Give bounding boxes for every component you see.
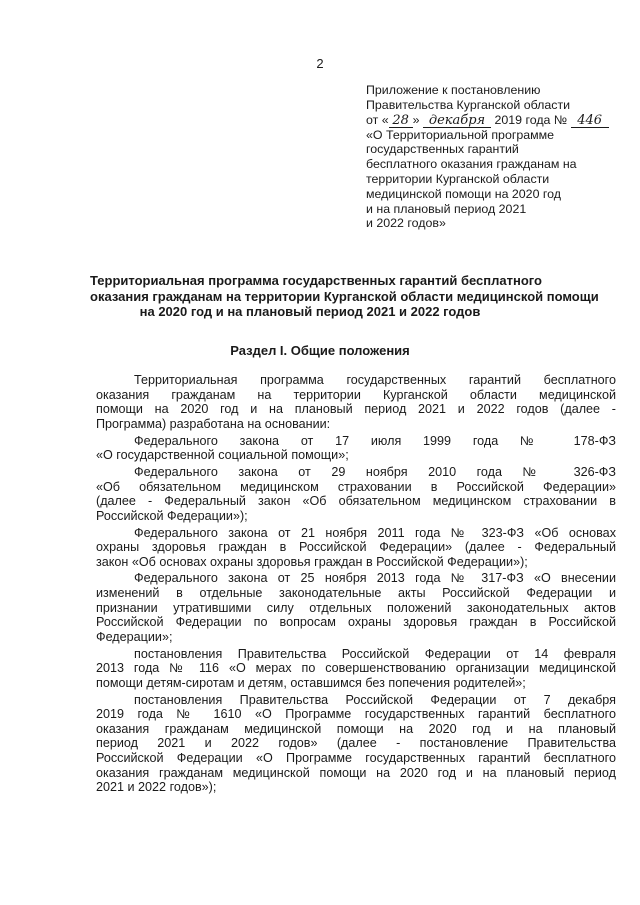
text-line: оказания гражданам медицинской помощи на 2020 год и на плановый [96,721,616,736]
document-title [90,273,599,320]
date-year: 2019 года № [494,112,568,127]
appendix-title-line: «О Территориальной программе [366,127,555,142]
text-line: изменений в отдельные законодательные акты Российской Федерации и [96,586,616,601]
document-title-line: оказания гражданам на территории Курганской области медицинской помощи [90,288,599,304]
appendix-title-line: территории Курганской области [366,171,550,186]
page-number: 2 [316,56,324,71]
text-line: Федерального закона от 25 ноября 2013 года № 317-ФЗ «О внесении [134,571,616,586]
document-title-line: Территориальная программа государственных гарантий бесплатного [90,273,542,288]
text-line: постановления Правительства Российской Федерации от 14 февраля [134,646,616,661]
text-line: 2019 года № 1610 «О Программе государственных гарантий бесплатного [96,707,616,722]
text-line: помощи детям-сиротам и детям, оставшимся без попечения родителей»; [96,675,526,690]
section-title: Раздел I. Общие положения [230,343,410,358]
text-line: 2013 года № 116 «О мерах по совершенствованию организации медицинской [96,661,616,676]
appendix-title-line: государственных гарантий [366,142,519,157]
appendix-date-line [366,113,628,128]
text-line: Программа) разработана на основании: [96,416,331,431]
body-text [96,373,616,797]
appendix-title-line: бесплатного оказания гражданам на [366,157,577,172]
document-title-line: на 2020 год и на плановый период 2021 и 2022 годов [139,304,481,320]
text-line: оказания гражданам медицинской помощи на 2020 год и на плановый период [96,765,616,780]
paragraph-resolution-1610 [96,693,616,795]
appendix-line: Приложение к постановлению [366,83,541,97]
text-line: (далее - Федеральный закон «Об обязательном медицинском страховании в [96,494,616,509]
date-prefix: от « [366,112,389,127]
paragraph-law-323 [96,526,616,570]
date-mid: » [412,112,420,127]
paragraph-program-basis [96,373,616,431]
text-line: Федерального закона от 21 ноября 2011 года № 323-ФЗ «Об основах [134,525,616,540]
text-line: Федерального закона от 17 июля 1999 года № 178-ФЗ [134,433,616,448]
text-line: постановления Правительства Российской Федерации от 7 декабря [134,692,616,707]
text-line: Российской Федерации «О Программе государственных гарантий бесплатного [96,750,616,765]
text-line: закон «Об основах охраны здоровья граждан в Российской Федерации»); [96,554,528,569]
text-line: «О государственной социальной помощи»; [96,448,349,463]
text-line: Российской Федерации»); [96,508,248,523]
text-line: признании утратившими силу отдельных положений законодательных актов [96,600,616,615]
handwritten-day: 28 [389,114,413,128]
appendix-block [366,83,628,231]
text-line: Территориальная программа государственных гарантий бесплатного [134,373,616,387]
text-line: Российской Федерации по вопросам охраны здоровья граждан в Российской [96,615,616,630]
text-line: Федерального закона от 29 ноября 2010 года № 326-ФЗ [134,464,616,479]
handwritten-doc-number: 446 [571,114,609,128]
appendix-title-line: и 2022 годов» [366,216,446,231]
text-line: период 2021 и 2022 годов» (далее - постановление Правительства [96,736,616,751]
appendix-title-line: и на плановый период 2021 [366,201,527,216]
text-line: оказания гражданам на территории Курганской области медицинской [96,387,616,402]
appendix-line: Правительства Курганской области [366,97,571,112]
paragraph-law-317 [96,571,616,644]
paragraph-law-326 [96,465,616,523]
text-line: помощи на 2020 год и на плановый период 2021 и 2022 годов (далее - [96,402,616,417]
text-line: охраны здоровья граждан в Российской Федерации» (далее - Федеральный [96,540,616,555]
text-line: Федерации»; [96,629,173,644]
text-line: «Об обязательном медицинском страховании в Российской Федерации» [96,479,616,494]
text-line: 2021 и 2022 годов»); [96,780,217,795]
paragraph-resolution-116 [96,647,616,691]
appendix-title-line: медицинской помощи на 2020 год [366,186,562,201]
paragraph-law-178 [96,434,616,463]
handwritten-month: декабря [423,114,491,128]
